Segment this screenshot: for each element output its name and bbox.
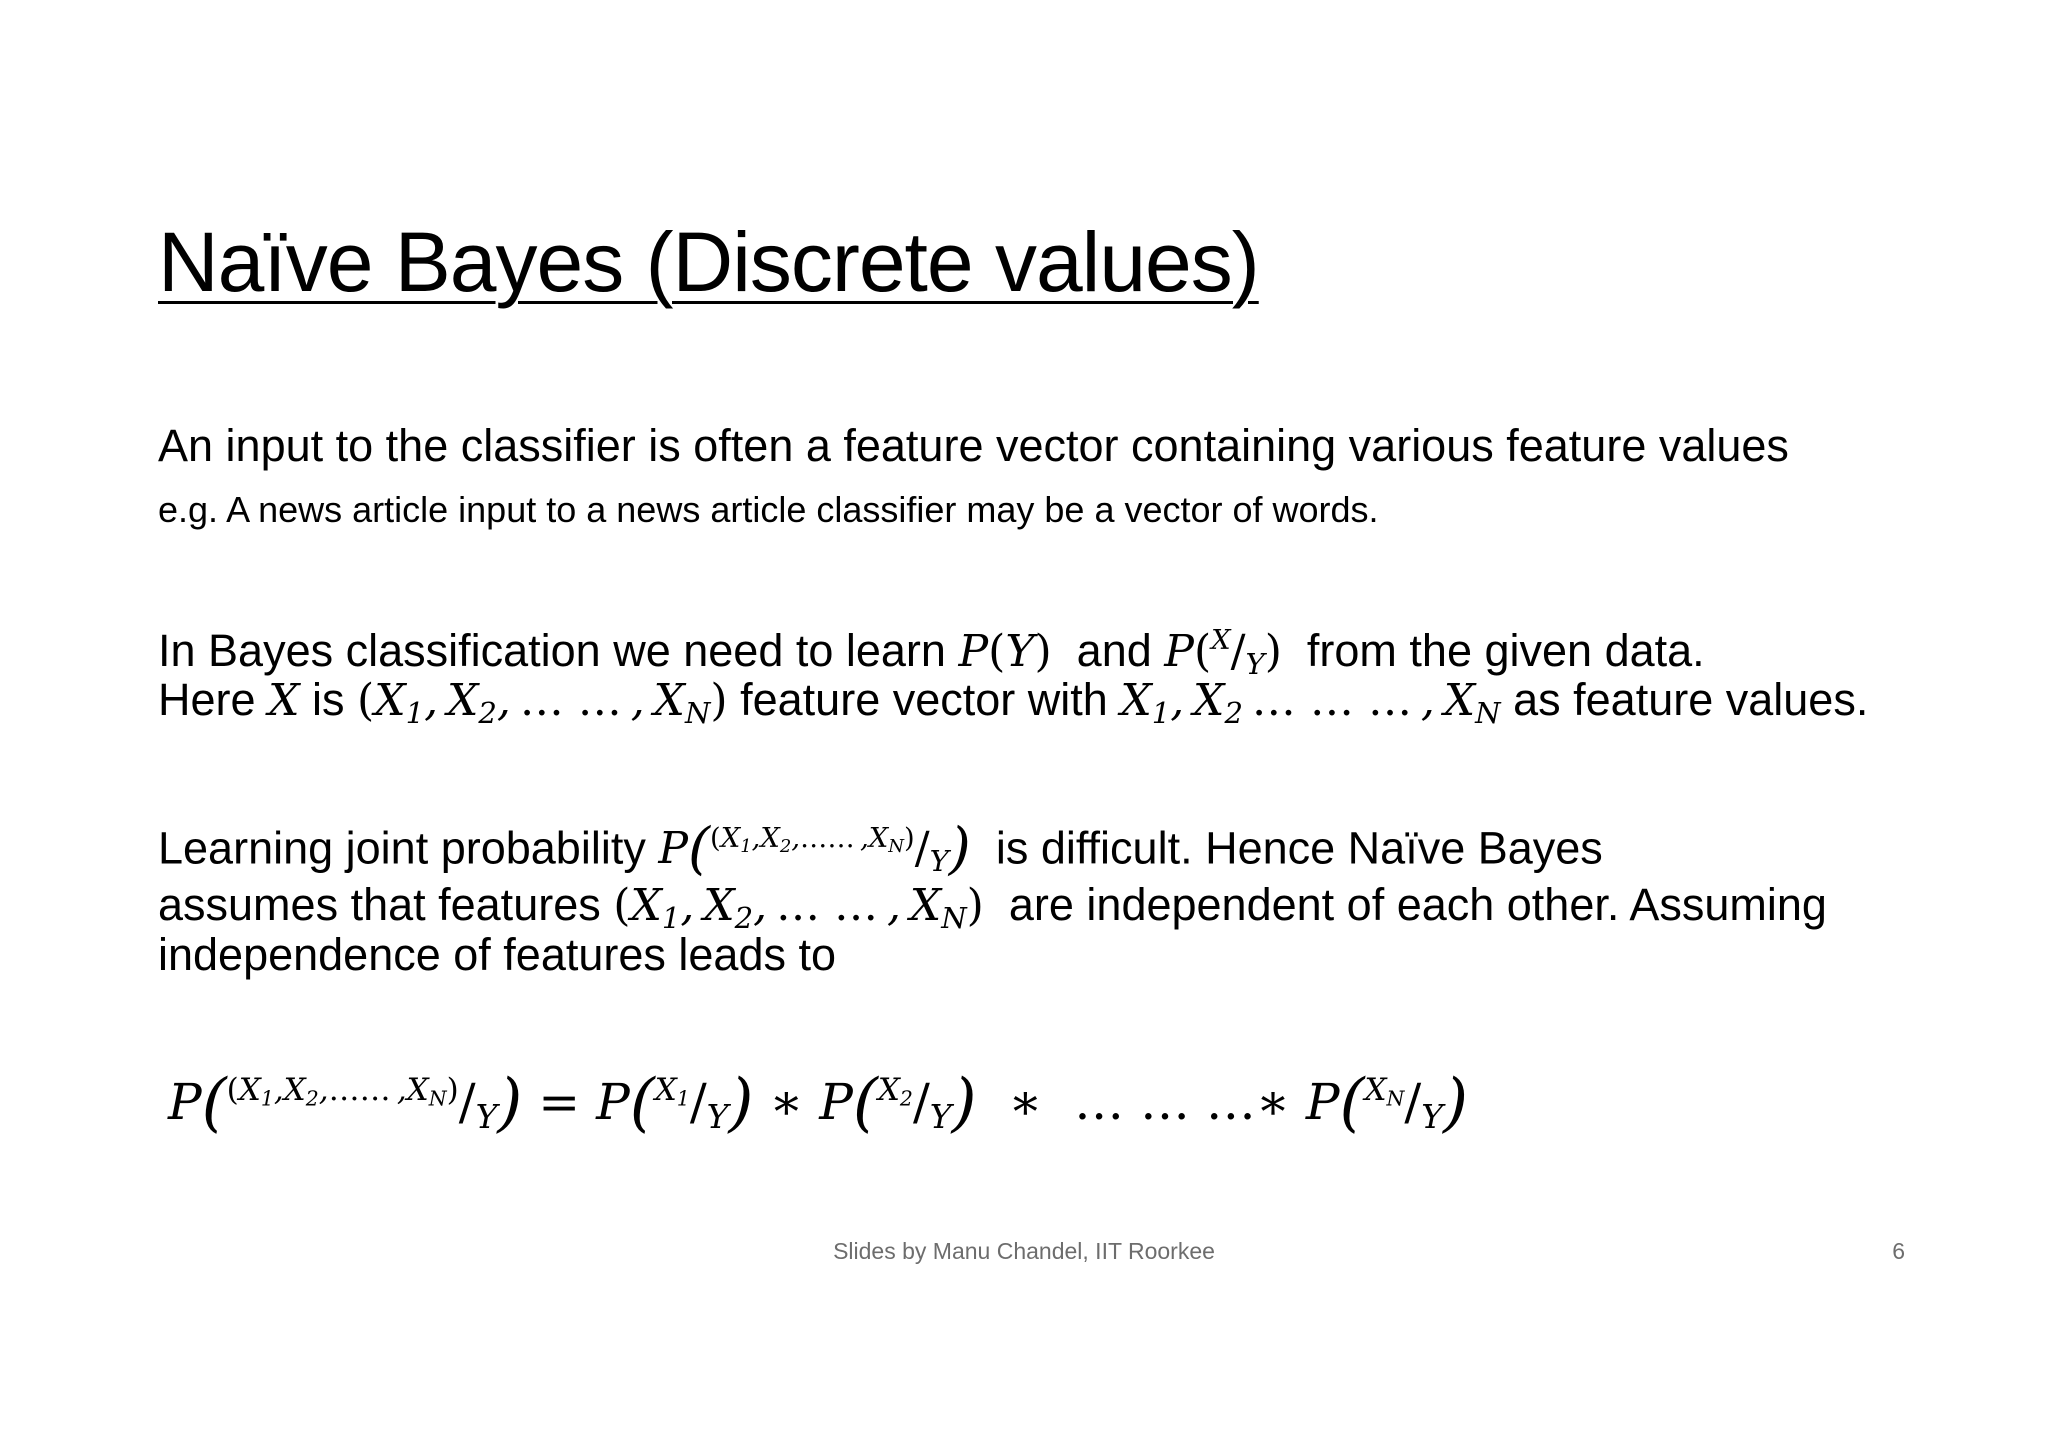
p3-is-difficult: is difficult. Hence Naïve Bayes [995, 822, 1603, 874]
p2-here: Here [158, 674, 256, 725]
p2-as-feature-values: as feature values. [1513, 674, 1869, 725]
x-symbol: X [268, 675, 300, 726]
features-tuple-expression: ($X_1$, $X_2$, … … , $X_N$) [613, 880, 984, 936]
paragraph2-line2 [158, 674, 1869, 731]
paragraph3-line2 [158, 879, 1827, 936]
joint-probability-expression: $P(^{(X_1,X_2,\dots\dots ,X_N)}/_Y)$ [658, 817, 971, 882]
slide-title: Naïve Bayes (Discrete values) [158, 215, 1259, 309]
naive-bayes-formula: $P(^{(X_1,X_2,\dots\dots ,X_N)}/_Y) = P(^{X_1}/_Y)$ ∗ $P(^{X_2}/_Y)$ ∗ … … …∗ $P(^{X_N}/_Y)$ [168, 1066, 1469, 1140]
p2-and: and [1076, 625, 1152, 676]
p2-from-data: from the given data. [1306, 625, 1705, 676]
p3-learning: Learning joint probability [158, 822, 646, 874]
p-y-expression: P(Y) [958, 626, 1052, 677]
slide-footer: Slides by Manu Chandel, IIT Roorkee [833, 1238, 1215, 1264]
paragraph1-line1: An input to the classifier is often a feature vector containing various feature values [158, 420, 1789, 471]
paragraph3-line3: independence of features leads to [158, 929, 837, 980]
paragraph1-line2: e.g. A news article input to a news article classifier may be a vector of words. [158, 489, 1379, 530]
paragraph3-line1 [158, 817, 1603, 882]
p2-feature-vector-with: feature vector with [740, 674, 1108, 725]
p3-assumes: assumes that features [158, 879, 601, 930]
p-x-given-y-expression: $P(^X/_Y)$ [1164, 625, 1282, 682]
x-vector-expression: ($X_1$, $X_2$, … … , $X_N$) [357, 675, 728, 731]
p3-independent: are independent of each other. Assuming [1008, 879, 1827, 930]
slide-number: 6 [1892, 1238, 1905, 1264]
p2-is: is [311, 674, 345, 725]
features-list-expression: $X_1$, $X_2$ … … … , $X_N$ [1120, 675, 1501, 731]
p2-intro: In Bayes classification we need to learn [158, 625, 946, 676]
paragraph2-line1 [158, 625, 1705, 682]
